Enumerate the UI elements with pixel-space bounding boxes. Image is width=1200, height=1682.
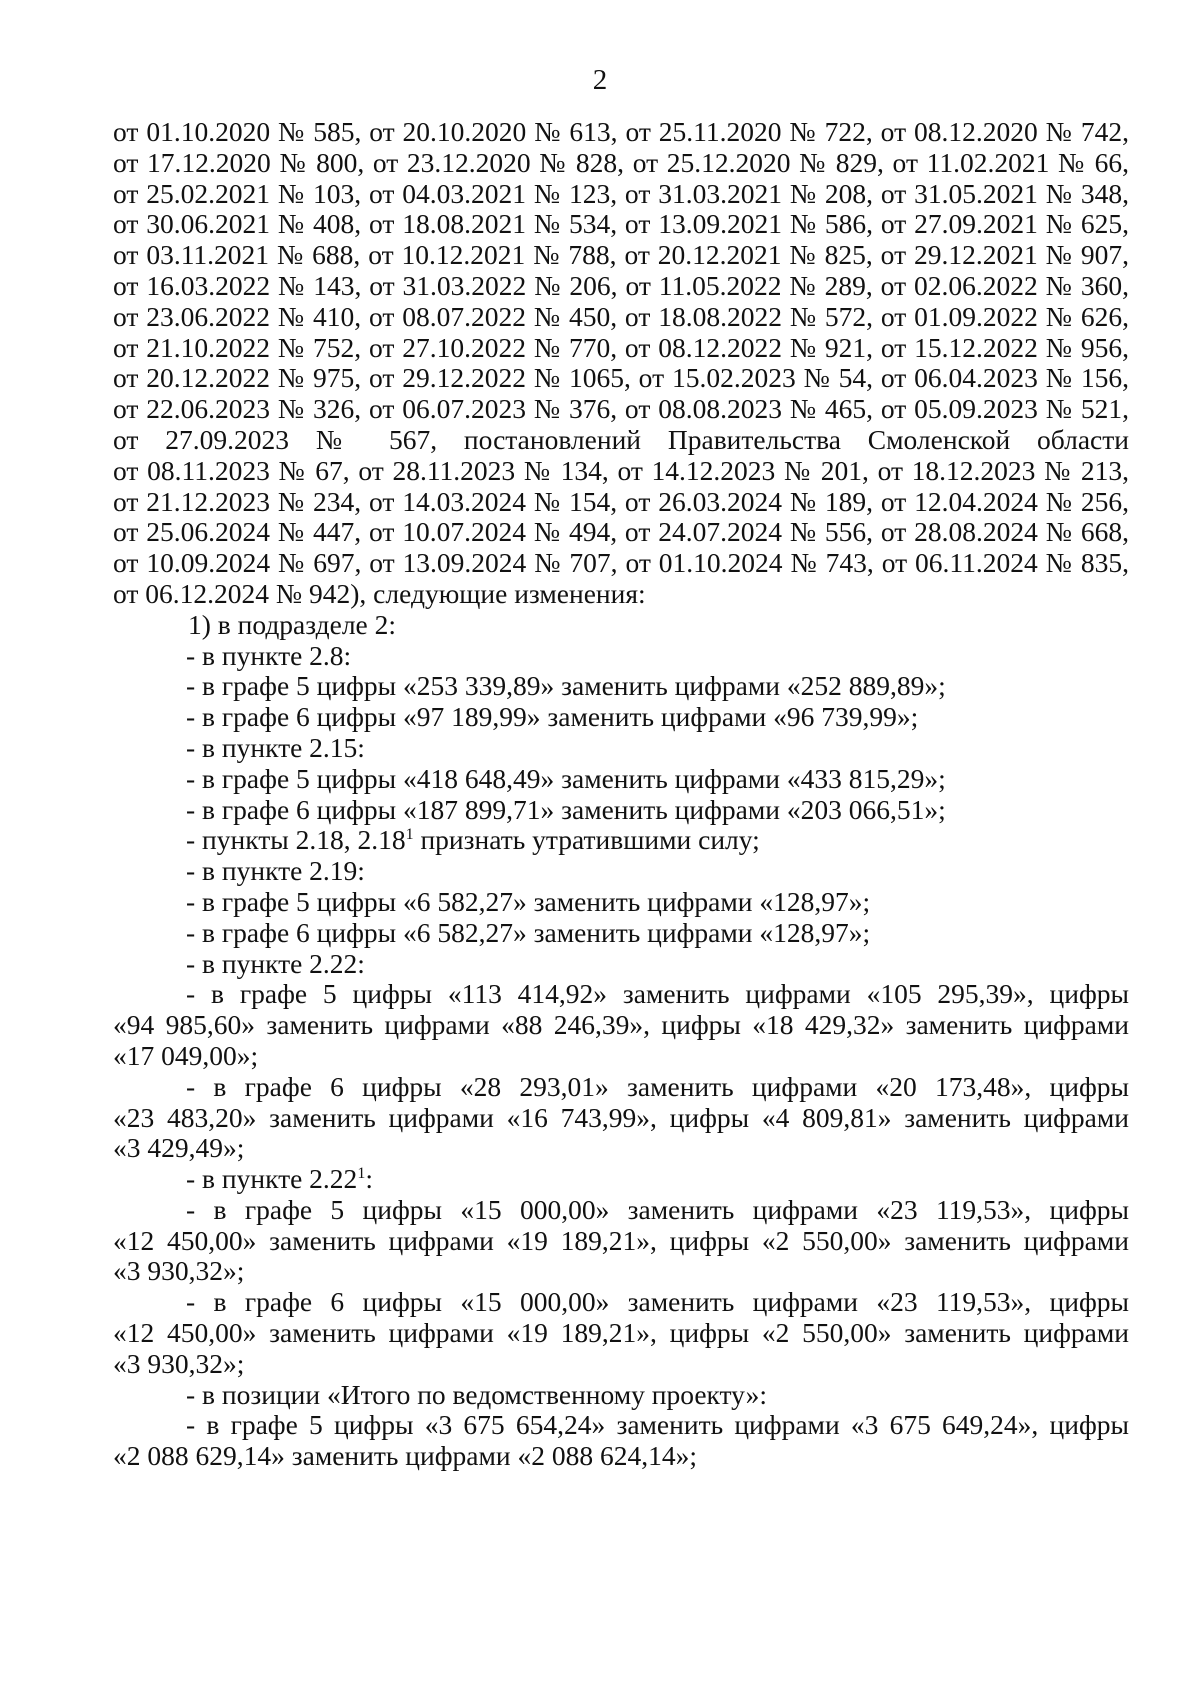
page-number: 2 — [592, 64, 608, 96]
document-body — [113, 117, 1129, 1472]
text-line-content: «94 985,60» заменить цифрами «88 246,39», цифры «18 429,32» заменить цифрами — [113, 1009, 1129, 1041]
text-line — [113, 825, 1129, 856]
text-line-content: - в графе 5 цифры «253 339,89» заменить цифрами «252 889,89»; — [186, 670, 946, 702]
text-line-content: - в графе 6 цифры «28 293,01» заменить цифрами «20 173,48», цифры — [186, 1070, 1129, 1102]
text-line-content: «3 429,49»; — [113, 1132, 245, 1164]
text-line-content: «2 088 629,14» заменить цифрами «2 088 624,14»; — [113, 1440, 698, 1472]
text-line-content: - в графе 5 цифры «418 648,49» заменить цифрами «433 815,29»; — [186, 762, 946, 794]
text-line-content: от 30.06.2021 № 408, от 18.08.2021 № 534, от 13.09.2021 № 586, от 27.09.2021 № 625, — [113, 208, 1129, 240]
text-line-continuation: признать утратившими силу; — [413, 824, 760, 856]
text-line-content: - в графе 6 цифры «15 000,00» заменить цифрами «23 119,53», цифры — [186, 1286, 1129, 1318]
text-line-content: от 21.10.2022 № 752, от 27.10.2022 № 770, от 08.12.2022 № 921, от 15.12.2022 № 956, — [113, 331, 1129, 363]
text-line — [113, 117, 1129, 148]
text-line — [113, 795, 1129, 826]
text-line-content: от 01.10.2020 № 585, от 20.10.2020 № 613, от 25.11.2020 № 722, от 08.12.2020 № 742, — [113, 116, 1129, 147]
text-line-content: - в графе 6 цифры «97 189,99» заменить цифрами «96 739,99»; — [186, 701, 919, 733]
text-line — [113, 856, 1129, 887]
text-line-content: - в позиции «Итого по ведомственному проекту»: — [186, 1378, 768, 1410]
text-line-content: - в пункте 2.8: — [186, 639, 352, 671]
text-line — [113, 887, 1129, 918]
text-line — [113, 363, 1129, 394]
text-line-content: от 21.12.2023 № 234, от 14.03.2024 № 154, от 26.03.2024 № 189, от 12.04.2024 № 256, — [113, 485, 1129, 517]
text-line-content: «3 930,32»; — [113, 1347, 245, 1379]
text-line-content: от 20.12.2022 № 975, от 29.12.2022 № 1065, от 15.02.2023 № 54, от 06.04.2023 № 156, — [113, 362, 1129, 394]
text-line — [113, 702, 1129, 733]
text-line — [113, 394, 1129, 425]
text-line-content: - в графе 5 цифры «3 675 654,24» заменить цифрами «3 675 649,24», цифры — [186, 1409, 1129, 1441]
text-line — [113, 1410, 1129, 1441]
text-line-content: от 10.09.2024 № 697, от 13.09.2024 № 707, от 01.10.2024 № 743, от 06.11.2024 № 835, — [113, 547, 1129, 579]
text-line — [113, 1164, 1129, 1195]
text-line-content: «17 049,00»; — [113, 1039, 259, 1071]
text-line-content: «12 450,00» заменить цифрами «19 189,21», цифры «2 550,00» заменить цифрами — [113, 1224, 1129, 1256]
text-line — [113, 1041, 1129, 1072]
text-line-content: от 03.11.2021 № 688, от 10.12.2021 № 788, от 20.12.2021 № 825, от 29.12.2021 № 907, — [113, 239, 1129, 271]
text-line — [113, 179, 1129, 210]
text-line — [113, 1380, 1129, 1411]
text-line-content: - в графе 6 цифры «187 899,71» заменить цифрами «203 066,51»; — [186, 793, 946, 825]
text-line — [113, 1256, 1129, 1287]
text-line — [113, 1441, 1129, 1472]
text-line — [113, 764, 1129, 795]
text-line — [113, 641, 1129, 672]
text-line — [113, 671, 1129, 702]
text-line-content: от 17.12.2020 № 800, от 23.12.2020 № 828, от 25.12.2020 № 829, от 11.02.2021 № 66, — [113, 146, 1129, 178]
text-line — [113, 1287, 1129, 1318]
text-line-content: от 16.03.2022 № 143, от 31.03.2022 № 206, от 11.05.2022 № 289, от 02.06.2022 № 360, — [113, 269, 1129, 301]
text-line — [113, 148, 1129, 179]
text-line — [113, 1072, 1129, 1103]
text-line-content: от 22.06.2023 № 326, от 06.07.2023 № 376, от 08.08.2023 № 465, от 05.09.2023 № 521, — [113, 393, 1129, 425]
text-line-content: от 25.06.2024 № 447, от 10.07.2024 № 494, от 24.07.2024 № 556, от 28.08.2024 № 668, — [113, 516, 1129, 548]
text-line-content: - пункты 2.18, 2.18 — [186, 824, 406, 856]
text-line — [113, 610, 1129, 641]
text-line — [113, 1103, 1129, 1134]
text-line-content: от 08.11.2023 № 67, от 28.11.2023 № 134, от 14.12.2023 № 201, от 18.12.2023 № 213, — [113, 454, 1129, 486]
text-line-content: 1) в подразделе 2: — [188, 608, 397, 640]
text-line — [113, 425, 1129, 456]
text-line-content: - в пункте 2.15: — [186, 731, 365, 763]
text-line — [113, 271, 1129, 302]
text-line — [113, 548, 1129, 579]
text-line — [113, 1195, 1129, 1226]
text-line-content: «23 483,20» заменить цифрами «16 743,99», цифры «4 809,81» заменить цифрами — [113, 1101, 1129, 1133]
text-line — [113, 456, 1129, 487]
text-line — [113, 579, 1129, 610]
text-line-content: от 25.02.2021 № 103, от 04.03.2021 № 123, от 31.03.2021 № 208, от 31.05.2021 № 348, — [113, 177, 1129, 209]
text-line-content: от 27.09.2023 № 567, постановлений Правительства Смоленской области — [113, 423, 1129, 455]
superscript-index: 1 — [357, 1165, 366, 1183]
text-line-content: от 23.06.2022 № 410, от 08.07.2022 № 450, от 18.08.2022 № 572, от 01.09.2022 № 626, — [113, 300, 1129, 332]
text-line-continuation: : — [365, 1163, 373, 1195]
text-line — [113, 918, 1129, 949]
text-line-content: - в графе 5 цифры «113 414,92» заменить цифрами «105 295,39», цифры — [186, 978, 1129, 1010]
text-line — [113, 1349, 1129, 1380]
text-line — [113, 209, 1129, 240]
text-line — [113, 733, 1129, 764]
text-line-content: - в графе 5 цифры «6 582,27» заменить цифрами «128,97»; — [186, 885, 871, 917]
text-line — [113, 949, 1129, 980]
text-line-content: от 06.12.2024 № 942), следующие изменения: — [113, 577, 646, 609]
text-line-content: - в графе 6 цифры «6 582,27» заменить цифрами «128,97»; — [186, 916, 871, 948]
text-line-content: - в пункте 2.22 — [186, 1163, 358, 1195]
text-line — [113, 1010, 1129, 1041]
text-line-content: «3 930,32»; — [113, 1255, 245, 1287]
text-line — [113, 979, 1129, 1010]
text-line — [113, 1318, 1129, 1349]
text-line-content: - в пункте 2.19: — [186, 855, 365, 887]
text-line — [113, 240, 1129, 271]
text-line-content: «12 450,00» заменить цифрами «19 189,21», цифры «2 550,00» заменить цифрами — [113, 1317, 1129, 1349]
superscript-index: 1 — [405, 826, 414, 844]
text-line — [113, 1133, 1129, 1164]
text-line-content: - в графе 5 цифры «15 000,00» заменить цифрами «23 119,53», цифры — [186, 1193, 1129, 1225]
text-line — [113, 487, 1129, 518]
text-line — [113, 1226, 1129, 1257]
text-line — [113, 333, 1129, 364]
text-line-content: - в пункте 2.22: — [186, 947, 365, 979]
text-line — [113, 302, 1129, 333]
text-line — [113, 517, 1129, 548]
